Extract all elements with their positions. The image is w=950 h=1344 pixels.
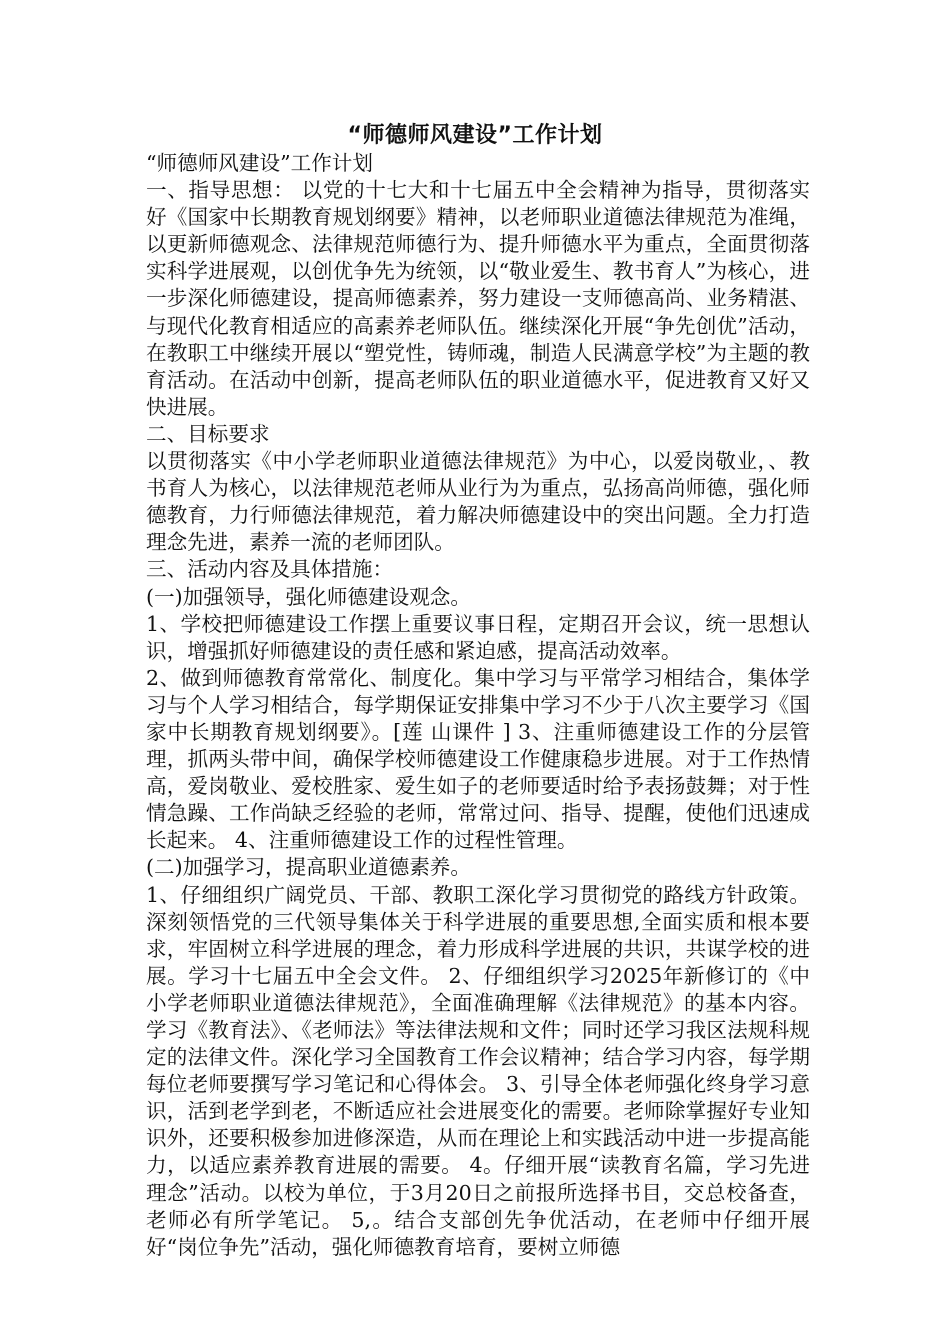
subtitle-line: “师德师风建设”工作计划 — [146, 151, 373, 175]
section-heading-goals: 二、目标要求 — [146, 421, 270, 446]
leadership-item-2-4: 2、做到师德教育常常化、制度化。集中学习与平常学习相结合，集体学习与个人学习相结合，每学期保证安排集中学习不少于八次主要学习《国家中长期教育规划纲要》。[莲 山课件 ] 3、注重师德建设工作的分层管理，抓两头带中间，确保学校师德建设工作健康稳步进展。对于工作热情高，爱岗敬业、爱校胜家、爱生如子的老师要适时给予表扬鼓舞；对于性情急躁、工作尚缺乏经验的老师，常常过问、指导、提醒，使他们迅速成长起来。 4、注重师德建设工作的过程性管理。 — [146, 665, 810, 853]
subsection-heading-leadership: (一)加强领导，强化师德建设观念。 — [146, 584, 471, 609]
section-guiding-ideology: 一、指导思想： 以党的十七大和十七届五中全会精神为指导，贯彻落实好《国家中长期教育规划纲要》精神，以老师职业道德法律规范为准绳，以更新师德观念、法律规范师德行为、提升师德水平为重点，全面贯彻落实科学进展观，以创优争先为统领，以“敬业爱生、教书育人”为核心，进一步深化师德建设，提高师德素养，努力建设一支师德高尚、业务精湛、与现代化教育相适应的高素养老师队伍。继续深化开展“争先创优”活动，在教职工中继续开展以“塑党性，铸师魂，制造人民满意学校”为主题的教育活动。在活动中创新，提高老师队伍的职业道德水平，促进教育又好又快进展。 — [146, 178, 810, 419]
document-body — [146, 150, 810, 1261]
study-items: 1、仔细组织广阔党员、干部、教职工深化学习贯彻党的路线方针政策。深刻领悟党的三代领导集体关于科学进展的重要思想,全面实质和根本要求，牢固树立科学进展的理念，着力形成科学进展的共识，共谋学校的进展。学习十七届五中全会文件。 2、仔细组织学习2025年新修订的《中小学老师职业道德法律规范》，全面准确理解《法律规范》的基本内容。学习《教育法》、《老师法》等法律法规和文件；同时还学习我区法规科规定的法律文件。深化学习全国教育工作会议精神；结合学习内容，每学期每位老师要撰写学习笔记和心得体会。 3、引导全体老师强化终身学习意识，活到老学到老，不断适应社会进展变化的需要。老师除掌握好专业知识外，还要积极参加进修深造，从而在理论上和实践活动中进一步提高能力，以适应素养教育进展的需要。 4。仔细开展“读教育名篇，学习先进理念”活动。以校为单位，于3月20日之前报所选择书目，交总校备查，老师必有所学笔记。 5,。结合支部创先争优活动，在老师中仔细开展好“岗位争先”活动，强化师德教育培育，要树立师德 — [146, 882, 810, 1259]
section-goals-text: 以贯彻落实《中小学老师职业道德法律规范》为中心，以爱岗敬业，、教书育人为核心，以法律规范老师从业行为为重点，弘扬高尚师德，强化师德教育，力行师德法律规范，着力解决师德建设中的突出问题。全力打造理念先进，素养一流的老师团队。 — [146, 449, 810, 555]
document-title: “师德师风建设”工作计划 — [347, 123, 603, 148]
leadership-item-1: 1、学校把师德建设工作摆上重要议事日程，定期召开会议，统一思想认识，增强抓好师德建设的责任感和紧迫感，提高活动效率。 — [146, 611, 810, 663]
section-heading-activities: 三、活动内容及具体措施： — [146, 557, 394, 582]
subsection-heading-study: (二)加强学习，提高职业道德素养。 — [146, 855, 471, 880]
